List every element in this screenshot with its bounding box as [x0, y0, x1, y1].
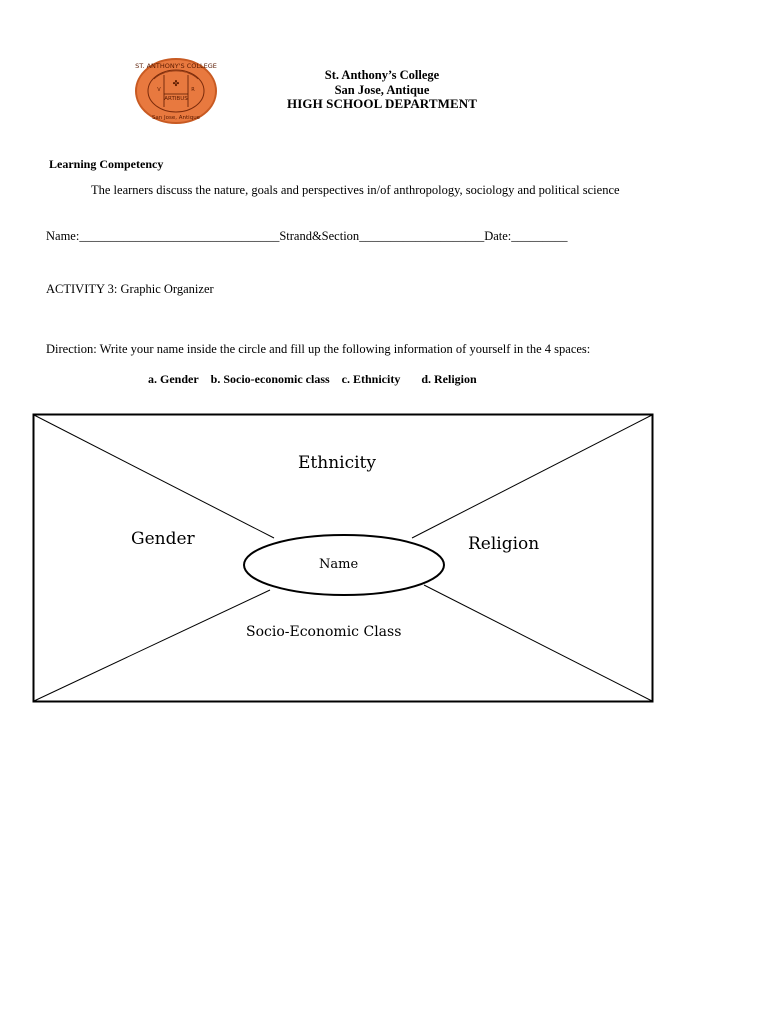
document-header	[0, 68, 768, 112]
label-religion: Religion	[468, 534, 540, 554]
strand-blank[interactable]: ____________________	[359, 229, 485, 243]
strand-label: Strand&Section	[279, 229, 360, 243]
label-name[interactable]: Name	[319, 557, 359, 572]
name-blank[interactable]: ________________________________	[79, 229, 280, 243]
svg-text:R: R	[191, 87, 195, 93]
svg-text:San Jose, Antique: San Jose, Antique	[151, 115, 201, 121]
option-ethnicity: c. Ethnicity	[341, 372, 401, 386]
competency-text: The learners discuss the nature, goals and perspectives in/of anthropology, sociology and political science	[91, 183, 620, 197]
option-religion: d. Religion	[421, 372, 477, 386]
diagonal-top-left	[34, 415, 274, 538]
label-gender: Gender	[131, 529, 195, 549]
diagonal-top-right	[412, 415, 652, 538]
label-socio-economic: Socio-Economic Class	[246, 624, 402, 640]
competency-heading: Learning Competency	[49, 157, 164, 171]
name-label: Name:	[46, 229, 80, 243]
student-info-line	[46, 229, 568, 244]
diagonal-bottom-left	[34, 590, 270, 701]
date-label: Date:	[484, 229, 512, 243]
date-blank[interactable]: _________	[511, 229, 568, 243]
activity-title: ACTIVITY 3: Graphic Organizer	[46, 282, 214, 296]
diagonal-bottom-right	[424, 585, 652, 701]
option-socio-economic: b. Socio-economic class	[210, 372, 330, 386]
svg-text:ARTIBUS: ARTIBUS	[164, 96, 188, 102]
svg-text:ST. ANTHONY'S COLLEGE: ST. ANTHONY'S COLLEGE	[135, 62, 217, 70]
option-gender: a. Gender	[148, 372, 199, 386]
svg-text:✤: ✤	[172, 79, 180, 88]
activity-direction: Direction: Write your name inside the circle and fill up the following information of yourself in the 4 spaces:	[46, 342, 591, 356]
department-name: HIGH SCHOOL DEPARTMENT	[286, 96, 478, 111]
svg-text:V: V	[157, 87, 161, 93]
school-name: St. Anthony’s College	[324, 68, 440, 82]
graphic-organizer	[32, 413, 654, 703]
label-ethnicity: Ethnicity	[298, 453, 376, 473]
school-location: San Jose, Antique	[334, 82, 430, 97]
activity-options	[148, 372, 477, 387]
